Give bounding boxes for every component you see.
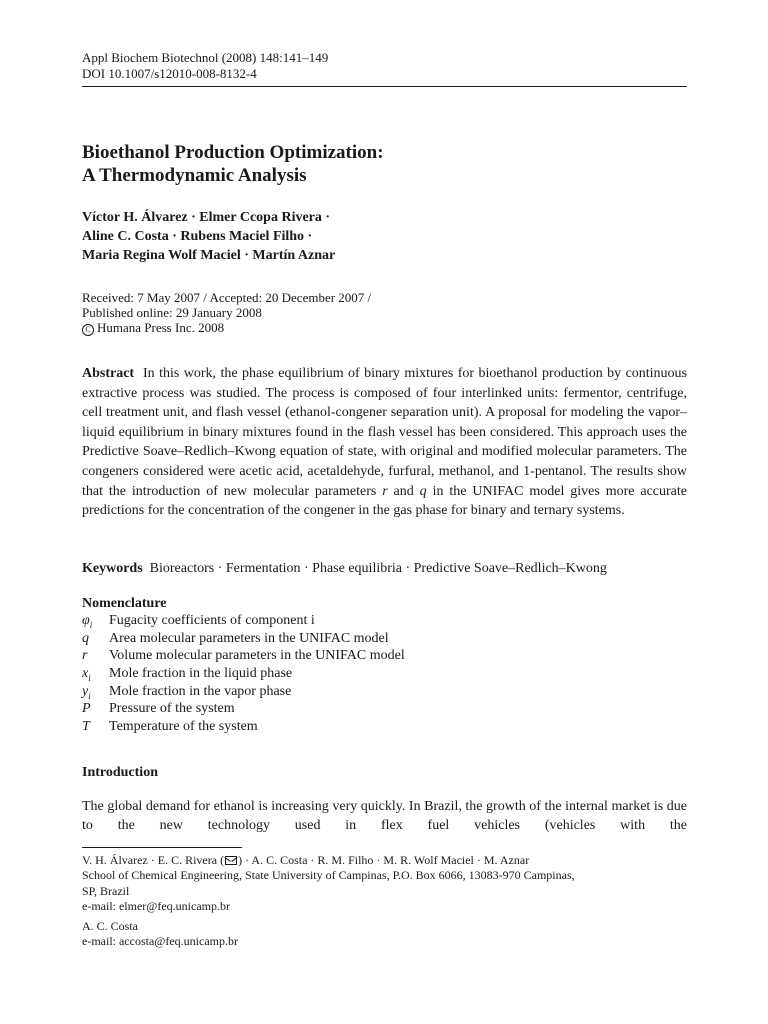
introduction-heading: Introduction [82, 765, 158, 780]
email-costa: e-mail: accosta@feq.unicamp.br [82, 934, 238, 949]
nomenclature-definition: Mole fraction in the vapor phase [109, 683, 292, 699]
nomenclature-heading: Nomenclature [82, 596, 167, 611]
nomenclature-definition: Fugacity coefficients of component i [109, 613, 315, 628]
symbol-letter: P [82, 701, 91, 717]
nomenclature-symbol [82, 683, 109, 701]
header-rule [82, 86, 687, 87]
nomenclature-definition: Temperature of the system [109, 719, 258, 735]
costa-name: A. C. Costa [82, 919, 139, 933]
nomenclature-item [82, 665, 405, 683]
footnote-authors-2: ) · A. C. Costa · R. M. Filho · M. R. Wolf Maciel · M. Aznar [238, 853, 530, 867]
abstract-and: and [387, 483, 420, 499]
nomenclature-symbol [82, 718, 109, 736]
journal-citation: Appl Biochem Biotechnol (2008) 148:141–149 [82, 50, 329, 65]
nomenclature-item [82, 647, 405, 665]
doi-line: DOI 10.1007/s12010-008-8132-4 [82, 66, 257, 81]
footnote-rule [82, 847, 242, 848]
authors-line-2: Aline C. Costa · Rubens Maciel Filho · [82, 229, 313, 244]
nomenclature-symbol [82, 612, 109, 630]
article-title [82, 141, 384, 187]
journal-header [82, 50, 328, 82]
keywords-label: Keywords [82, 561, 143, 576]
author-list [82, 208, 335, 265]
author-footnote [82, 853, 575, 914]
abstract-text-2: in the UNIFAC model gives more accurate predictions for the concentration of the congener in the gas phase for binary and ternary systems. [82, 483, 687, 519]
received-accepted-line: Received: 7 May 2007 / Accepted: 20 December 2007 / [82, 290, 372, 305]
nomenclature-item [82, 683, 405, 701]
symbol-letter: r [82, 648, 88, 664]
nomenclature-symbol [82, 630, 109, 648]
publication-dates [82, 290, 371, 336]
copyright-icon: C [82, 324, 94, 336]
symbol-subscript: i [88, 672, 91, 683]
authors-line-1: Víctor H. Álvarez · Elmer Ccopa Rivera · [82, 210, 331, 225]
symbol-letter: φ [82, 613, 90, 628]
symbol-letter: y [82, 683, 89, 699]
nomenclature-definition: Volume molecular parameters in the UNIFAC model [109, 648, 405, 664]
abstract-label: Abstract [82, 366, 135, 381]
copyright-line [82, 320, 371, 336]
nomenclature-list [82, 612, 405, 736]
nomenclature-symbol [82, 647, 109, 665]
nomenclature-symbol [82, 665, 109, 683]
published-online-line: Published online: 29 January 2008 [82, 305, 262, 320]
symbol-letter: q [82, 630, 89, 646]
envelope-icon [225, 856, 237, 865]
abstract-text-1: In this work, the phase equilibrium of binary mixtures for bioethanol production by continuous extractive process was studied. The process is composed of four interlinked units: fermentor, centrifuge, cell treatment unit, and flash vessel (ethanol-congener separation unit). A proposal for modeling the vapor–liquid equilibrium in binary mixtures found in the flash vessel has been considered. This approach uses the Predictive Soave–Redlich–Kwong equation of state, with original and modified molecular parameters. The congeners considered were acetic acid, acetaldehyde, furfural, methanol, and 1-pentanol. The results show that the introduction of new molecular parameters [82, 366, 688, 499]
keywords-text: Bioreactors · Fermentation · Phase equilibria · Predictive Soave–Redlich–Kwong [149, 561, 607, 576]
nomenclature-symbol [82, 700, 109, 718]
nomenclature-item [82, 612, 405, 630]
abstract-symbol-r: r [382, 483, 388, 499]
nomenclature-item [82, 718, 405, 736]
symbol-letter: x [82, 666, 89, 682]
nomenclature-item [82, 630, 405, 648]
affiliation-line-2: SP, Brazil [82, 883, 130, 898]
title-line-1: Bioethanol Production Optimization: [82, 142, 384, 163]
nomenclature-definition: Mole fraction in the liquid phase [109, 666, 293, 682]
footnote-authors [82, 853, 575, 868]
symbol-subscript: i [89, 619, 93, 630]
title-line-2: A Thermodynamic Analysis [82, 165, 307, 186]
affiliation-line-1: School of Chemical Engineering, State University of Campinas, P.O. Box 6066, 13083-970 Campinas, [82, 868, 575, 883]
symbol-subscript: i [88, 690, 91, 701]
abstract [82, 364, 687, 521]
abstract-symbol-q: q [419, 483, 427, 499]
introduction-text: The global demand for ethanol is increasing very quickly. In Brazil, the growth of the internal market is due to the new technology used in flex fuel vehicles (vehicles with the [82, 799, 687, 833]
symbol-letter: T [82, 719, 90, 735]
nomenclature-definition: Area molecular parameters in the UNIFAC model [109, 630, 389, 646]
authors-line-3: Maria Regina Wolf Maciel · Martín Aznar [82, 248, 336, 263]
second-author-footnote [82, 919, 238, 950]
email-elmer: e-mail: elmer@feq.unicamp.br [82, 898, 230, 913]
keywords [82, 559, 687, 578]
nomenclature-item [82, 700, 405, 718]
copyright-text: Humana Press Inc. 2008 [97, 320, 225, 335]
nomenclature-definition: Pressure of the system [109, 701, 235, 717]
footnote-authors-1: V. H. Álvarez · E. C. Rivera ( [82, 853, 225, 867]
